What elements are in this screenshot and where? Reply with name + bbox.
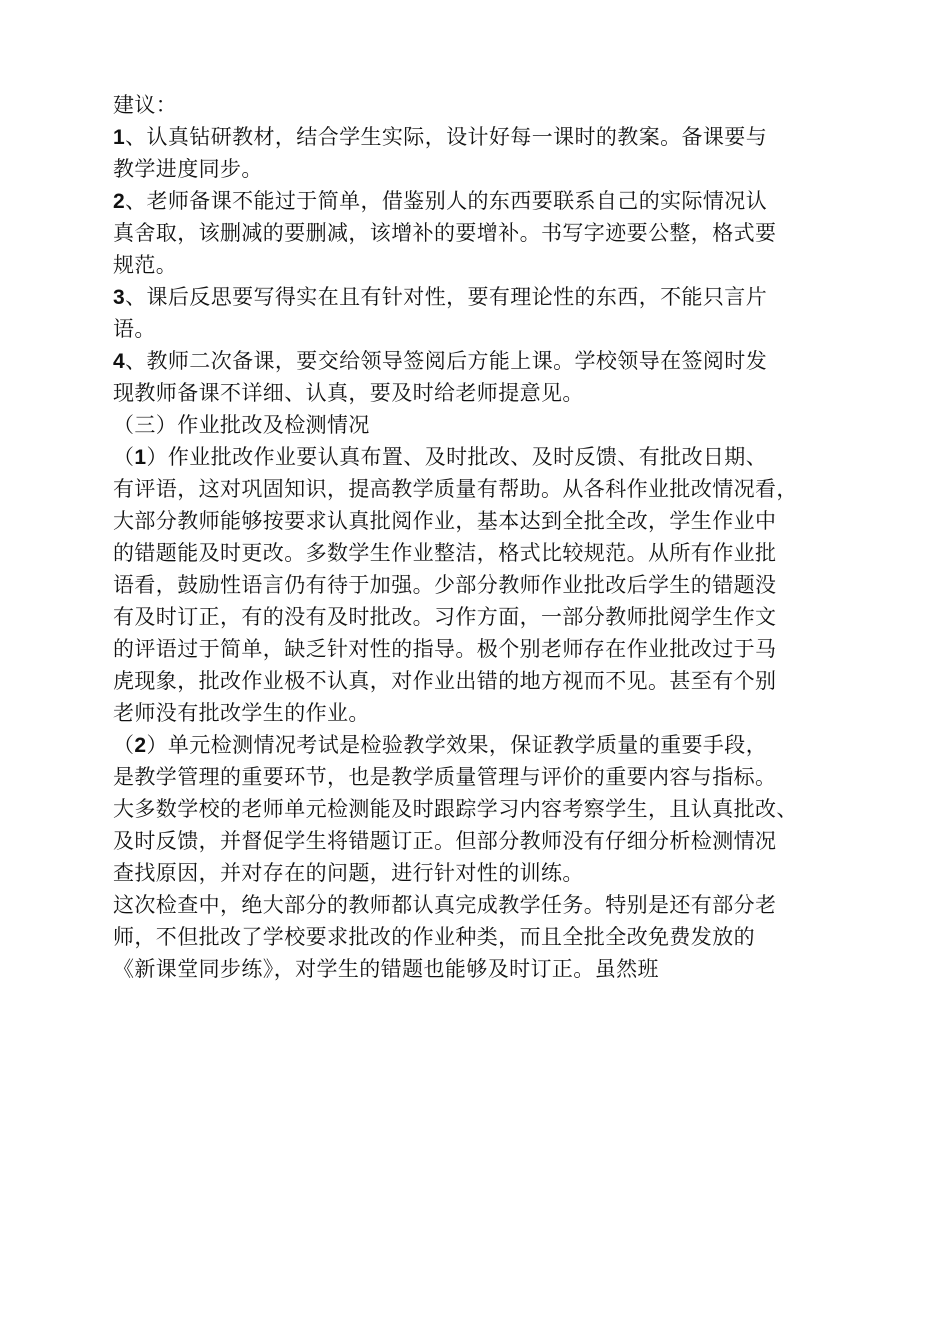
item-2-line-1: [113, 729, 873, 761]
suggestion-text: 、认真钻研教材，结合学生实际，设计好每一课时的教案。备课要与: [125, 125, 768, 149]
document-body: [113, 89, 873, 985]
item-text: ）作业批改作业要认真布置、及时批改、及时反馈、有批改日期、: [146, 445, 768, 469]
closing-line-3: 《新课堂同步练》，对学生的错题也能够及时订正。虽然班: [113, 957, 659, 981]
item-1-line-3: 大部分教师能够按要求认真批阅作业，基本达到全批全改，学生作业中: [113, 509, 777, 533]
suggestion-2-line-2: 真舍取，该删减的要删减，该增补的要增补。书写字迹要公整，格式要: [113, 221, 777, 245]
item-1-line-2: 有评语，这对巩固知识，提高教学质量有帮助。从各科作业批改情况看，: [113, 477, 798, 501]
suggestion-text: 、老师备课不能过于简单，借鉴别人的东西要联系自己的实际情况认: [125, 189, 768, 213]
suggestion-number: 1: [113, 126, 126, 149]
item-2-line-4: 及时反馈，并督促学生将错题订正。但部分教师没有仔细分析检测情况: [113, 829, 777, 853]
suggestion-2-line-1: [113, 185, 873, 217]
item-1-line-4: 的错题能及时更改。多数学生作业整洁，格式比较规范。从所有作业批: [113, 541, 777, 565]
item-text: ）单元检测情况考试是检验教学效果，保证教学质量的重要手段，: [146, 733, 768, 757]
suggestion-4-line-1: [113, 345, 873, 377]
suggestion-4-line-2: 现教师备课不详细、认真，要及时给老师提意见。: [113, 381, 584, 405]
item-2-line-3: 大多数学校的老师单元检测能及时跟踪学习内容考察学生，且认真批改、: [113, 797, 798, 821]
item-2-line-5: 查找原因，并对存在的问题，进行针对性的训练。: [113, 861, 584, 885]
item-1-line-7: 的评语过于简单，缺乏针对性的指导。极个别老师存在作业批改过于马: [113, 637, 777, 661]
item-prefix: （: [113, 733, 135, 757]
suggestion-number: 4: [113, 350, 126, 373]
item-2-line-2: 是教学管理的重要环节，也是教学质量管理与评价的重要内容与指标。: [113, 765, 777, 789]
item-number: 2: [134, 734, 147, 757]
suggestion-1-line-1: [113, 121, 873, 153]
item-prefix: （: [113, 445, 135, 469]
item-1-line-5: 语看，鼓励性语言仍有待于加强。少部分教师作业批改后学生的错题没: [113, 573, 777, 597]
item-1-line-1: [113, 441, 873, 473]
suggestion-3-line-2: 语。: [113, 317, 156, 341]
suggestion-text: 、课后反思要写得实在且有针对性，要有理论性的东西，不能只言片: [125, 285, 768, 309]
item-number: 1: [134, 446, 147, 469]
item-1-line-6: 有及时订正，有的没有及时批改。习作方面，一部分教师批阅学生作文: [113, 605, 777, 629]
suggestion-text: 、教师二次备课，要交给领导签阅后方能上课。学校领导在签阅时发: [125, 349, 768, 373]
suggestion-number: 3: [113, 286, 126, 309]
suggestion-number: 2: [113, 190, 126, 213]
section-title: （三）作业批改及检测情况: [113, 413, 370, 437]
item-1-line-9: 老师没有批改学生的作业。: [113, 701, 370, 725]
closing-line-1: 这次检查中，绝大部分的教师都认真完成教学任务。特别是还有部分老: [113, 893, 777, 917]
heading-suggestions: 建议：: [113, 93, 178, 117]
suggestion-2-line-3: 规范。: [113, 253, 178, 277]
item-1-line-8: 虎现象，批改作业极不认真，对作业出错的地方视而不见。甚至有个别: [113, 669, 777, 693]
suggestion-3-line-1: [113, 281, 873, 313]
closing-line-2: 师，不但批改了学校要求批改的作业种类，而且全批全改免费发放的: [113, 925, 755, 949]
suggestion-1-line-2: 教学进度同步。: [113, 157, 263, 181]
